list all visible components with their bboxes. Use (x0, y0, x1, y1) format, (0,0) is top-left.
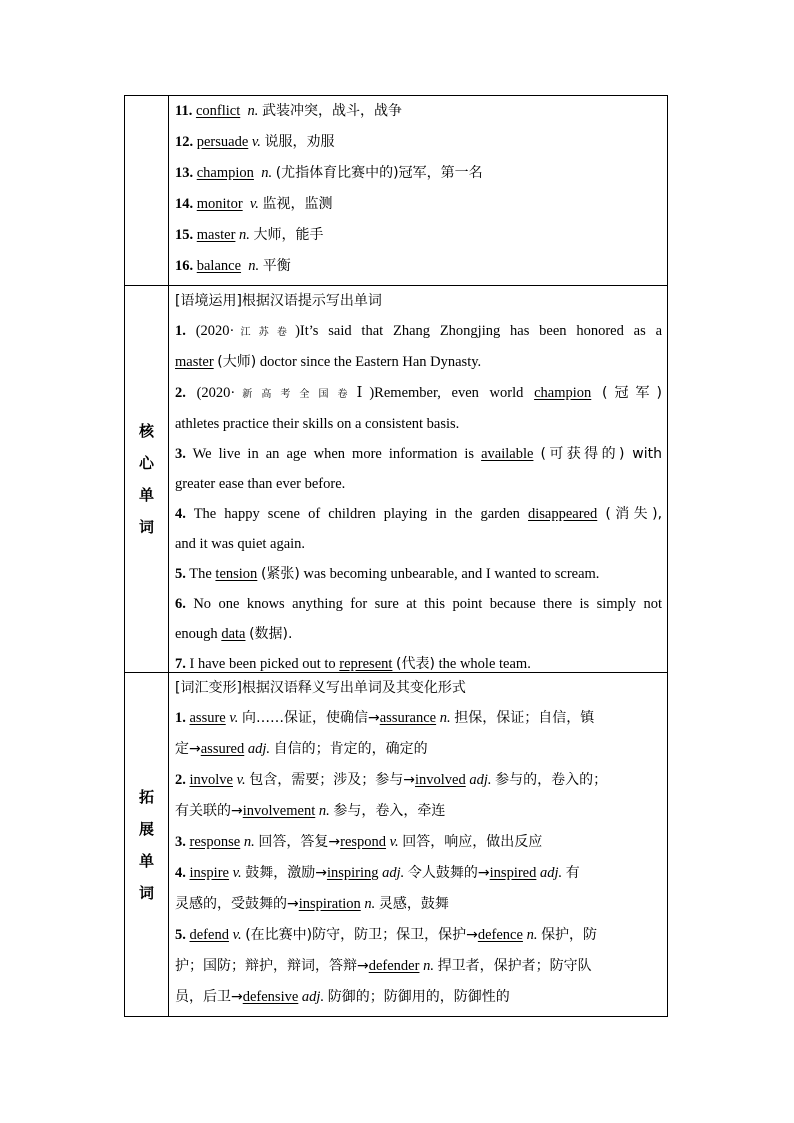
vocab-word: balance (196, 258, 242, 274)
vocab-meaning: (尤指体育比赛中的)冠军，第一名 (275, 165, 483, 181)
vocab-word: monitor (196, 196, 243, 212)
word-family-cont: 有关联的→involvement n. 参与，卷入，牵连 (175, 803, 446, 819)
vocab-continued-row (125, 96, 667, 285)
answer-word: champion (534, 385, 592, 401)
vocab-meaning: 武装冲突，战斗，战争 (262, 103, 402, 119)
list-item: 15. master n. 大师，能手 (175, 227, 324, 243)
section-heading: [词汇变形]根据汉语释义写出单词及其变化形式 (175, 680, 466, 696)
answer-word: data (221, 626, 246, 642)
extended-words-content (169, 673, 667, 1016)
vocab-meaning: 平衡 (262, 258, 291, 274)
exercise-sentence: 1. (2020·江苏卷)It’s said that Zhang Zhongjing has been honored as a (175, 323, 662, 339)
exercise-sentence-cont: greater ease than ever before. (175, 476, 346, 492)
word-family-cont: 灵感的，受鼓舞的→inspiration n. 灵感，鼓舞 (175, 896, 449, 912)
vocab-word: master (196, 227, 236, 243)
list-item: 14. monitor v. 监视，监测 (175, 196, 333, 212)
exercise-sentence: 7. I have been picked out to represent (代表) the whole team. (175, 656, 531, 672)
word-family-cont: 护；国防；辩护，辩词，答辩→defender n. 捍卫者，保护者；防守队 (175, 958, 592, 974)
exercise-sentence: 6. No one knows anything for sure at this point because there is simply not (175, 596, 662, 612)
extended-words-label: 拓 展 单 词 (125, 673, 169, 1016)
exercise-sentence-cont: athletes practice their skills on a consistent basis. (175, 416, 460, 432)
vocab-list (169, 96, 667, 285)
vocab-meaning: 说服，劝服 (264, 134, 335, 150)
core-words-content (169, 286, 667, 672)
word-family: 2. involve v. 包含，需要；涉及；参与→involved adj. 参与的，卷入的； (175, 772, 608, 788)
list-item: 16. balance n. 平衡 (175, 258, 291, 274)
exercise-sentence: 3. We live in an age when more information is available (可获得的) with (175, 446, 662, 462)
exercise-sentence-cont: and it was quiet again. (175, 536, 306, 552)
word-family: 1. assure v. 向……保证，使确信→assurance n. 担保，保证；自信，镇 (175, 710, 595, 726)
word-family-cont: 员，后卫→defensive adj. 防御的；防御用的，防御性的 (175, 989, 510, 1005)
vocab-meaning: 监视，监测 (262, 196, 333, 212)
list-item: 13. champion n. (尤指体育比赛中的)冠军，第一名 (175, 165, 483, 181)
answer-word: represent (339, 656, 393, 672)
exercise-sentence: 2. (2020·新高考全国卷Ⅰ)Remember, even world champion (冠军) (175, 385, 662, 401)
vocab-meaning: 大师，能手 (253, 227, 324, 243)
answer-word: master (175, 354, 214, 370)
vocab-table (124, 95, 668, 1017)
answer-word: available (481, 446, 534, 462)
word-family: 3. response n. 回答，答复→respond v. 回答，响应，做出反应 (175, 834, 543, 850)
section-heading: [语境运用]根据汉语提示写出单词 (175, 293, 382, 309)
list-item: 11. conflict n. 武装冲突，战斗，战争 (175, 103, 402, 119)
vocab-word: conflict (195, 103, 241, 119)
word-family: 5. defend v. (在比赛中)防守，防卫；保卫，保护→defence n. 保护，防 (175, 927, 598, 943)
answer-word: disappeared (528, 506, 598, 522)
word-family-cont: 定→assured adj. 自信的；肯定的，确定的 (175, 741, 428, 757)
answer-word: tension (215, 566, 258, 582)
core-words-label: 核 心 单 词 (125, 286, 169, 672)
exercise-sentence: 4. The happy scene of children playing in the garden disappeared (消失), (175, 506, 662, 522)
exercise-sentence: 5. The tension (紧张) was becoming unbearable, and I wanted to scream. (175, 566, 600, 582)
row-label-empty (125, 96, 169, 285)
vocab-word: champion (196, 165, 254, 181)
vocab-word: persuade (196, 134, 249, 150)
list-item: 12. persuade v. 说服，劝服 (175, 134, 335, 150)
exercise-sentence-cont: enough data (数据). (175, 626, 293, 642)
word-family: 4. inspire v. 鼓舞，激励→inspiring adj. 令人鼓舞的→inspired adj. 有 (175, 865, 580, 881)
core-words-row (125, 285, 667, 672)
extended-words-row (125, 672, 667, 1016)
exercise-sentence-cont: master (大师) doctor since the Eastern Han Dynasty. (175, 354, 482, 370)
